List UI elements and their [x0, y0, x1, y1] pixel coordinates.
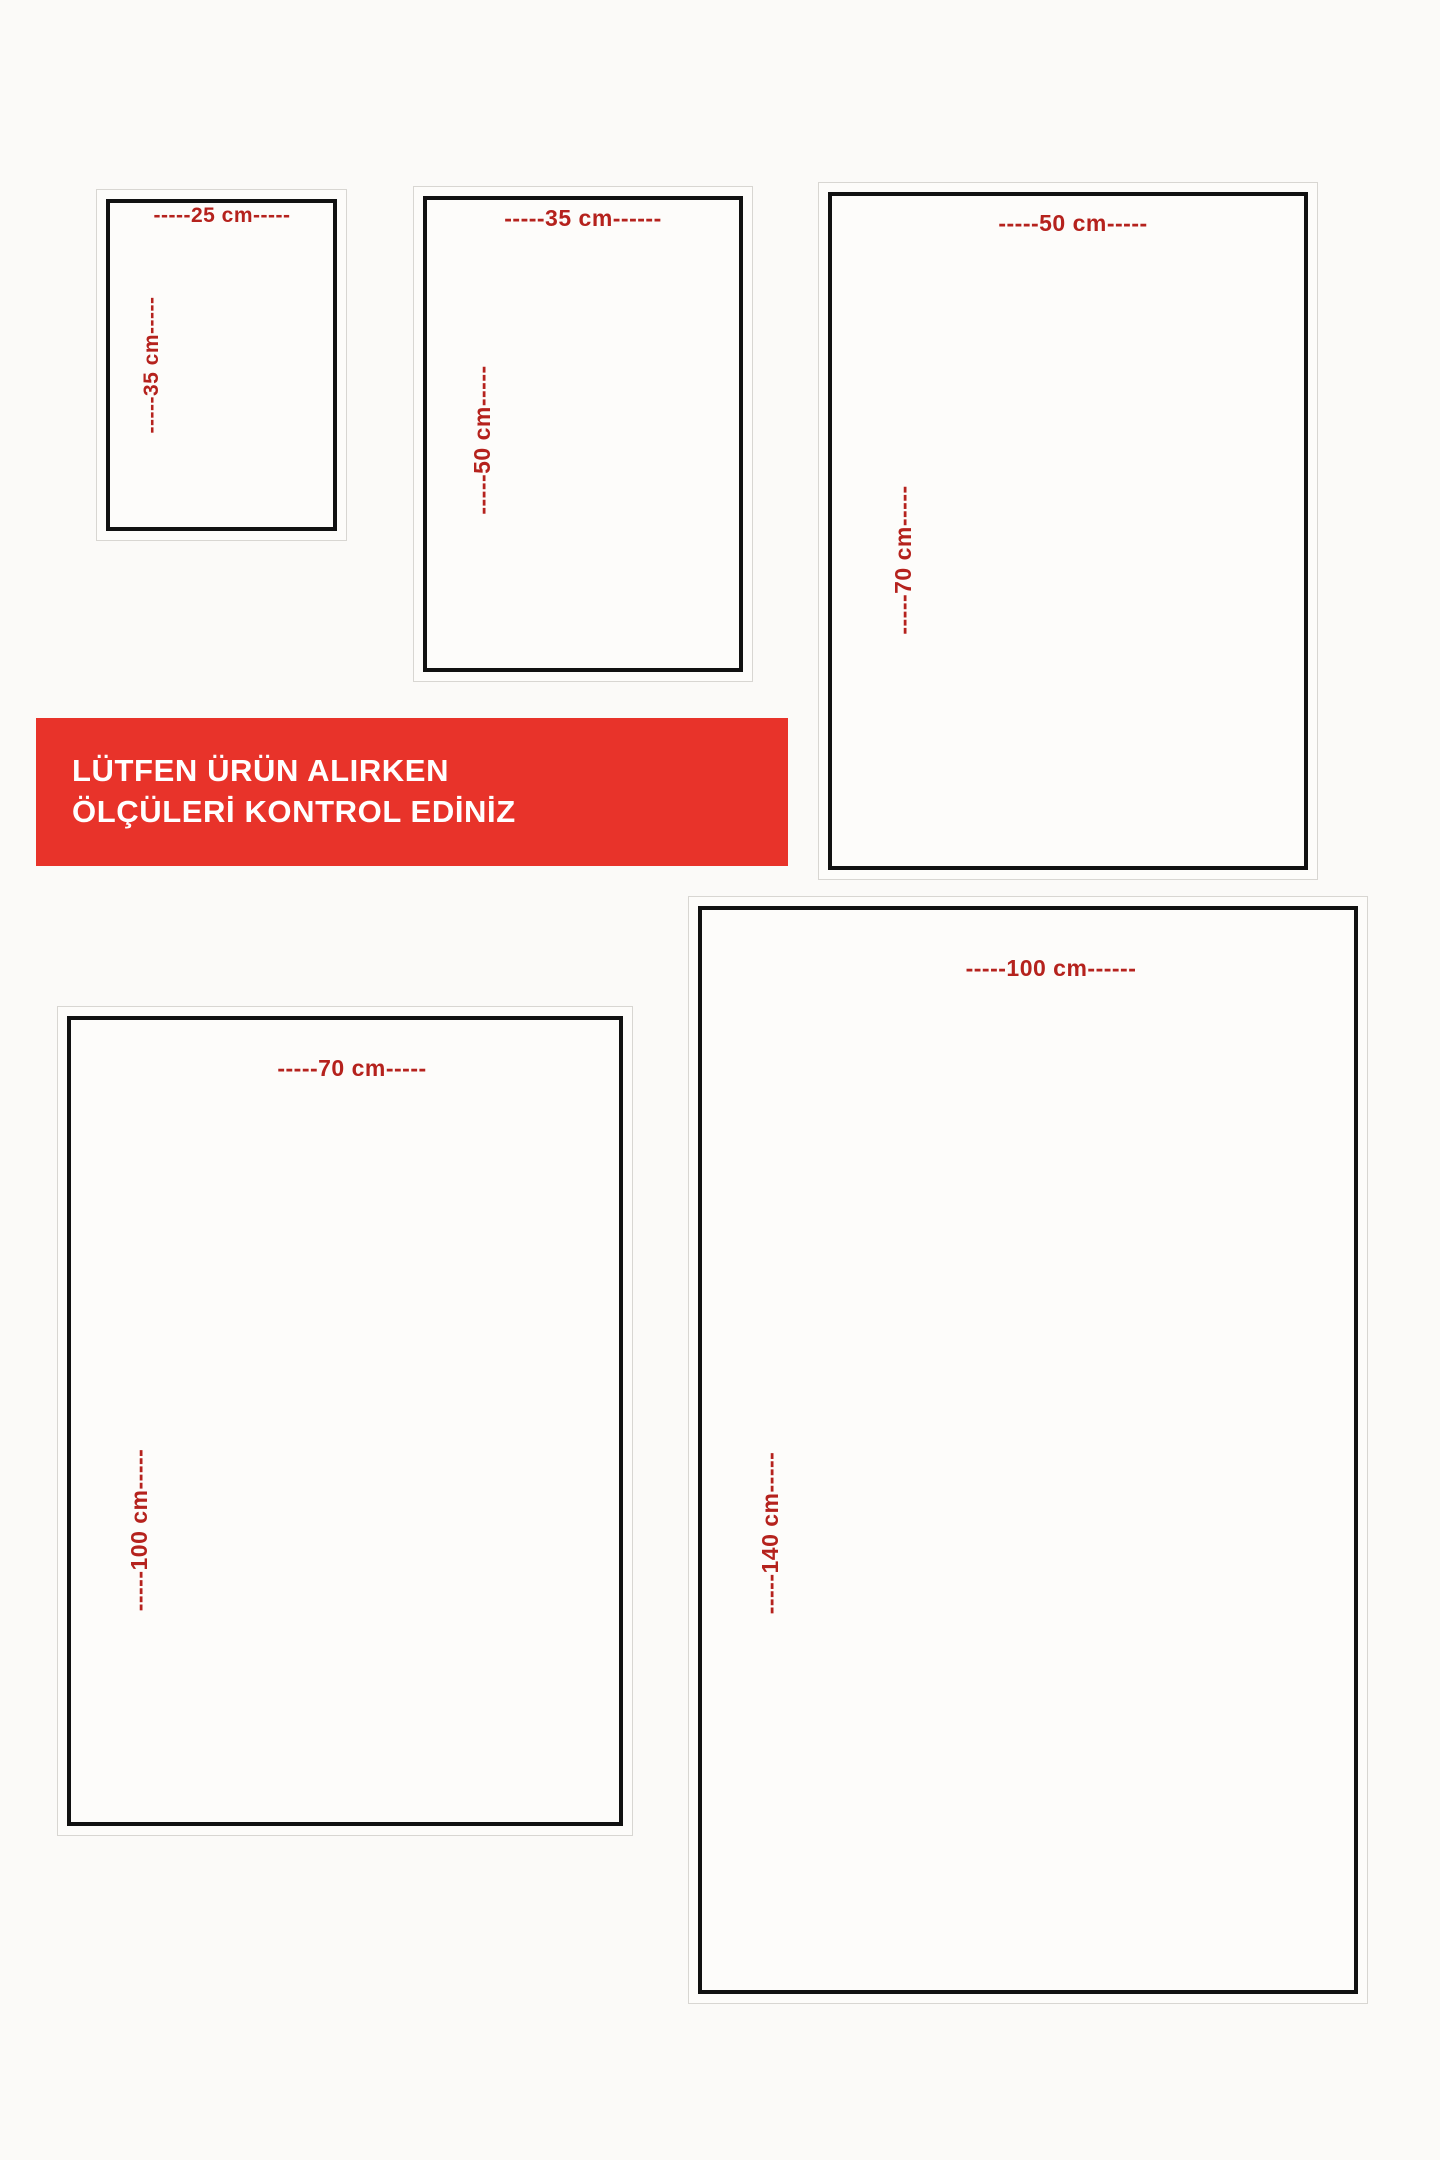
warning-banner-line-1: LÜTFEN ÜRÜN ALIRKEN: [72, 753, 450, 789]
frame-35x50: [413, 186, 753, 682]
frame-70x100-inner: [67, 1016, 623, 1826]
frame-70x100: [57, 1006, 633, 1836]
frame-100x140: [688, 896, 1368, 2004]
frame-70x100-width-label: -----70 cm-----: [277, 1055, 427, 1081]
frame-25x35-width-label: -----25 cm-----: [153, 204, 291, 227]
frame-50x70-height-label: -----70 cm-----: [890, 485, 916, 635]
frame-100x140-inner: [698, 906, 1358, 1994]
frame-35x50-width-label: -----35 cm------: [504, 205, 662, 231]
frame-35x50-height-label: -----50 cm-----: [469, 365, 495, 515]
frame-100x140-height-label: -----140 cm-----: [757, 1451, 783, 1615]
warning-banner: [36, 718, 788, 866]
frame-25x35-height-label: -----35 cm-----: [140, 296, 163, 434]
frame-70x100-height-label: -----100 cm-----: [126, 1448, 152, 1612]
frame-50x70-width-label: -----50 cm-----: [998, 210, 1148, 236]
warning-banner-line-2: ÖLÇÜLERİ KONTROL EDİNİZ: [72, 794, 516, 829]
frame-100x140-width-label: -----100 cm------: [965, 955, 1137, 981]
frame-25x35: [96, 189, 347, 541]
